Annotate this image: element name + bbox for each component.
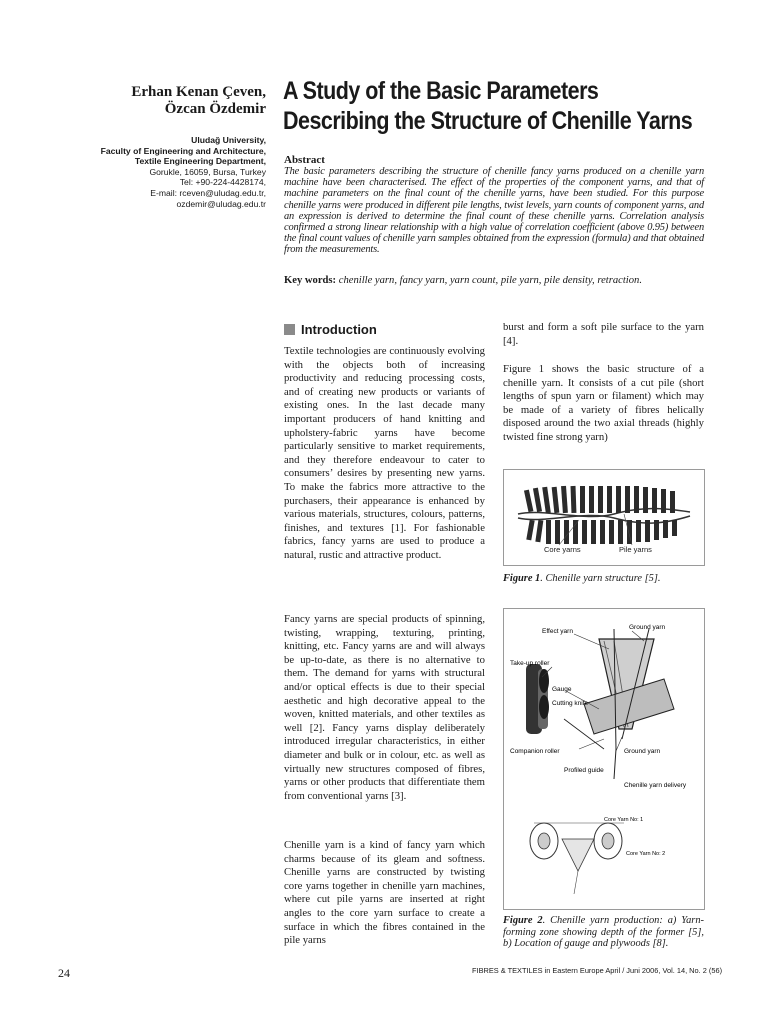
figure-1-caption [503, 573, 704, 585]
left-column-paragraph-3 [284, 839, 485, 948]
paper-title [283, 76, 693, 136]
figure-1-caption-number: Figure 1 [503, 573, 541, 584]
title-line-2: Describing the Structure of Chenille Yarns [283, 107, 693, 135]
fig2-label-core-yarn-1: Core Yarn No: 1 [604, 817, 644, 823]
paragraph-text: Chenille yarn is a kind of fancy yarn which charms because of its gleam and softness. Chenille yarns are constructed by twisting core yarns together in chenille yarn machines, where cut pile yarns are inserted at right angles to the core yarn surface to create a surface in which the fibres contained in the pile yarns [284, 839, 485, 947]
author-2: Özcan Özdemir [164, 101, 266, 117]
introduction-heading-text: Introduction [301, 322, 377, 337]
affiliation-department: Textile Engineering Department, [134, 156, 266, 167]
affiliation-university: Uludağ University, [191, 135, 266, 145]
figure-1-core-label: Core yarns [544, 545, 581, 554]
fig2-label-profiled-guide: Profiled guide [564, 767, 604, 774]
fig2-label-chenille-delivery: Chenille yarn delivery [624, 782, 687, 789]
fig2-label-gauge: Gauge [552, 686, 572, 693]
figure-1-caption-text: . Chenille yarn structure [5]. [540, 573, 661, 584]
figure-1-illustration [504, 470, 704, 565]
affiliation-tel: Tel: +90-224-4428174, [179, 177, 266, 188]
paragraph-text: Fancy yarns are special products of spinning, twisting, wrapping, texturing, printing, knitting, etc. Fancy yarns are and will always be up-to-date, as there is no alternative to them. The demand for yarns with structural and/or optical effects is due to their special aesthetic and high decorative appeal to the woven, knitted materials, and other textiles as well [2]. Fancy yarns display deliberately introduced irregular characteristics, in either diameter and bulk or in colour, etc. as well as virtually new structures composed of fibres, yarns or other products that differentiate them from conventional yarns [3]. [284, 613, 485, 802]
affiliation-email-1[interactable]: E-mail: rceven@uludag.edu.tr, [150, 187, 266, 198]
right-column-paragraph-2 [503, 363, 704, 445]
title-line-1: A Study of the Basic Parameters [283, 77, 599, 105]
fig2-label-companion-roller: Companion roller [510, 748, 560, 755]
abstract-text: The basic parameters describing the structure of chenille fancy yarns produced on a chenille yarn machine have been characterised. The effect of the properties of the component yarns, and that of machine parameters on the final count of the chenille yarns, have been studied. For this purpose chenille yarns were produced in different pile lengths, twist levels, yarn counts of component yarns, and an expression is derived to determine the final count of these chenille yarns. Correlation analysis confirmed a strong linear relationship with a high value of correlation coefficient (above 0.95) between the final count values of chenille yarn samples obtained from the expression (formula) and that obtained from the measurements. [284, 166, 704, 256]
figure-1-pile-label: Pile yarns [619, 545, 652, 554]
keywords-label: Key words: [284, 275, 337, 286]
fig2-label-ground-yarn-top: Ground yarn [629, 624, 666, 631]
affiliation-address: Gorukle, 16059, Bursa, Turkey [149, 166, 266, 177]
paragraph-text: Figure 1 shows the basic structure of a chenille yarn. It consists of a cut pile (short lengths of spun yarn or filament) which may be made of a variety of fibres helically disposed around the two axial threads (highly twisted fine strong yarn) [503, 363, 704, 443]
figure-1 [503, 469, 705, 566]
fig2-label-ground-yarn: Ground yarn [624, 748, 661, 755]
fig2-label-effect-yarn: Effect yarn [542, 628, 573, 635]
keywords [284, 275, 704, 287]
affiliation-faculty: Faculty of Engineering and Architecture, [100, 145, 266, 156]
page-number: 24 [58, 966, 70, 980]
author-names [96, 84, 266, 118]
author-1: Erhan Kenan Çeven, [131, 84, 266, 100]
figure-2-caption-number: Figure 2 [503, 915, 543, 926]
figure-2-caption [503, 915, 704, 950]
right-column-paragraph-1 [503, 321, 704, 348]
section-square-icon [284, 324, 295, 335]
paragraph-text: Textile technologies are continuously evolving with the objects both of increasing productivity and reducing processing costs, and of creating new products or variants of existing ones. In the last decade many important producers of hand knitting and upholstery-fabric yarns have become particularly sensitive to market requirements, and they therefore endeavour to cater to consumers’ desires by presenting new yarns. To make the fabrics more attractive to the purchasers, their appearance is enhanced by various materials, structures, colours, patterns, finishes, and textures [1]. For fashionable fabrics, fancy yarns are used to produce a natural, rustic and attractive product. [284, 345, 485, 561]
keywords-value: chenille yarn, fancy yarn, yarn count, pile yarn, pile density, retraction. [338, 275, 642, 286]
paragraph-text: burst and form a soft pile surface to the yarn [4]. [503, 321, 704, 347]
left-column-paragraph-1 [284, 345, 485, 563]
affiliation-email-2[interactable]: ozdemir@uludag.edu.tr [176, 198, 266, 209]
figure-2 [503, 608, 705, 910]
introduction-heading [284, 322, 377, 337]
left-column-paragraph-2 [284, 613, 485, 803]
figure-2-caption-text: . Chenille yarn production: a) Yarn-forming zone showing depth of the former [5], b) Location of gauge and plywoods [8]. [503, 915, 704, 949]
affiliation [86, 135, 266, 209]
fig2-label-cutting-knife: Cutting knife [552, 700, 589, 707]
fig2-label-take-up-roller: Take-up roller [510, 660, 550, 667]
figure-2-illustration [504, 609, 704, 909]
abstract-heading: Abstract [284, 154, 325, 166]
journal-footer: FIBRES & TEXTILES in Eastern Europe April / Juni 2006, Vol. 14, No. 2 (56) [472, 966, 723, 975]
fig2-label-core-yarn-2: Core Yarn No: 2 [626, 851, 666, 857]
